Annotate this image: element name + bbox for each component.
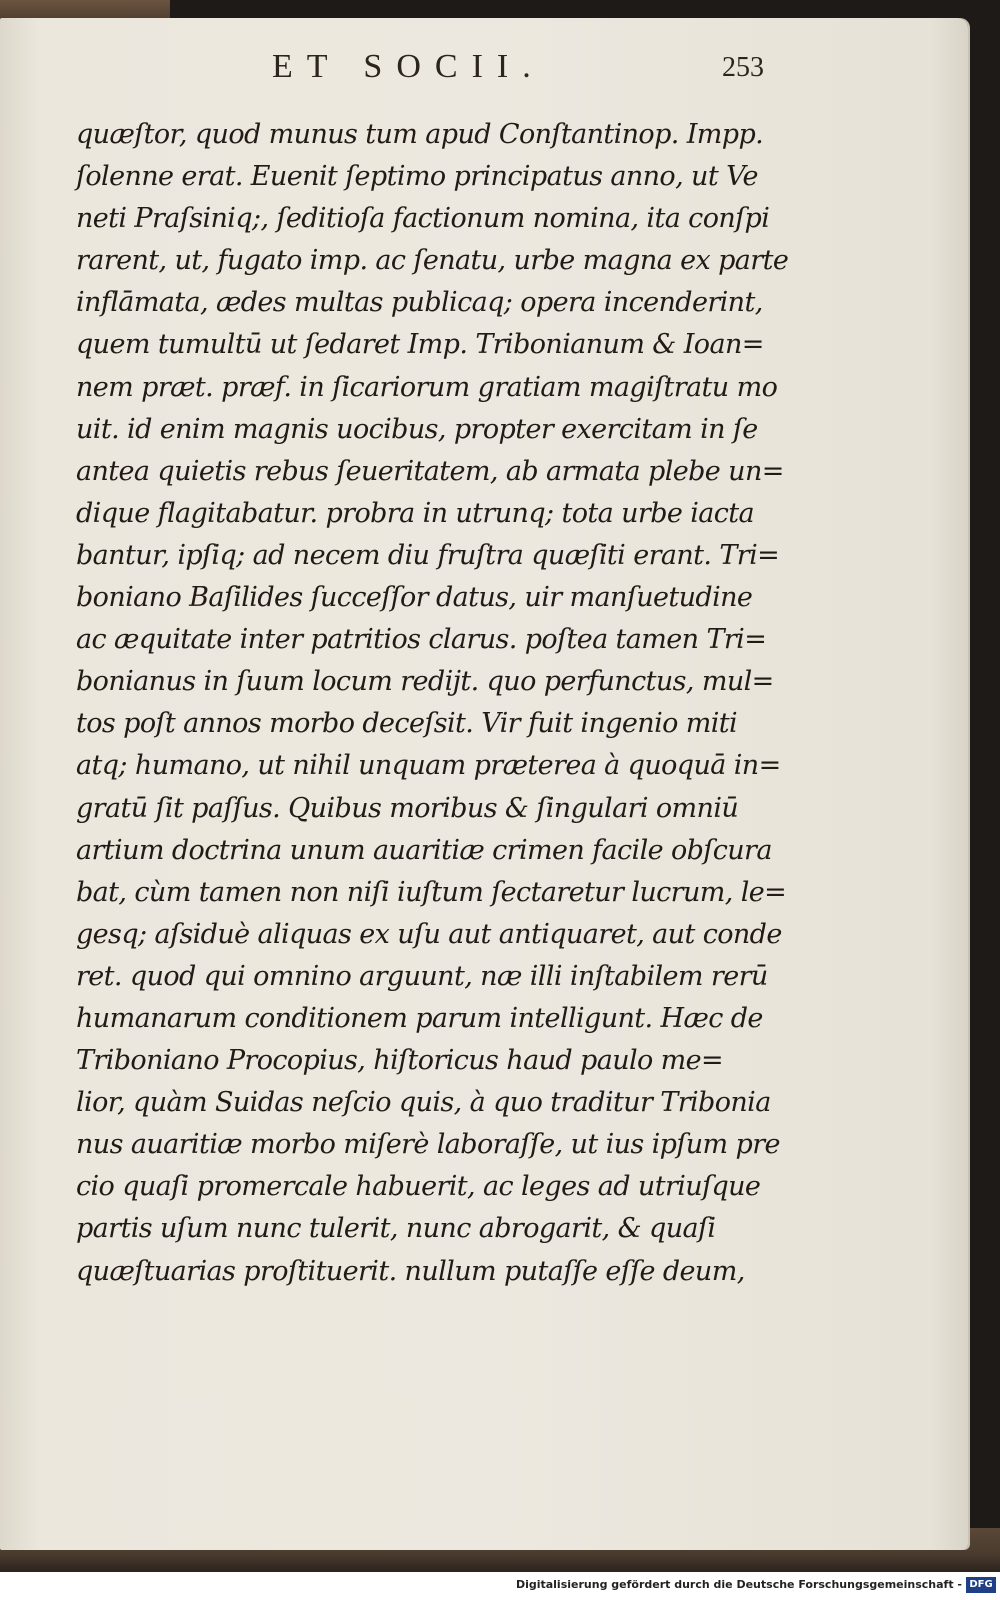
text-line: quem tumultū ut ſedaret Imp. Tribonianum & Ioan= bbox=[76, 329, 764, 361]
text-line: bonianus in ſuum locum rediјt. quo perfunctus, mul= bbox=[76, 666, 774, 698]
funding-credit: Digitalisierung gefördert durch die Deutsche Forschungsgemeinschaft - bbox=[515, 1578, 962, 1591]
text-line: gesq; aſsiduè aliquas ex uſu aut antiquaret, aut conde bbox=[76, 918, 782, 950]
text-line: quæſtuarias proſtituerit. nullum putaſſe eſſe deum, bbox=[76, 1255, 745, 1287]
digitization-footer bbox=[0, 1572, 1000, 1600]
text-line: bat, cùm tamen non niſi iuſtum ſectaretur lucrum, le= bbox=[76, 876, 787, 908]
text-line: artium doctrina unum auaritiæ crimen facile obſcura bbox=[76, 834, 772, 866]
text-line: bantur, ipſiq; ad necem diu fruſtra quæſiti erant. Tri= bbox=[76, 539, 780, 571]
text-line: gratū ſit paſſus. Quibus moribus & ſingulari omniū bbox=[76, 792, 739, 824]
running-head bbox=[0, 48, 968, 98]
text-line: partis uſum nunc tulerit, nunc abrogarit, & quaſi bbox=[76, 1213, 716, 1245]
text-line: nus auaritiæ morbo miſerè laboraſſe, ut ius ipſum pre bbox=[76, 1129, 780, 1161]
text-line: rarent, ut, fugato imp. ac ſenatu, urbe magna ex parte bbox=[76, 245, 789, 277]
text-line: atq; humano, ut nihil unquam præterea à quoquā in= bbox=[76, 750, 781, 782]
running-head-title: ET SOCII. bbox=[272, 48, 545, 85]
text-line: antea quietis rebus ſeueritatem, ab armata plebe un= bbox=[76, 455, 784, 487]
text-line: humanarum conditionem parum intelligunt. Hæc de bbox=[76, 1002, 763, 1034]
text-line: dique flagitabatur. probra in utrunq; tota urbe iacta bbox=[76, 497, 755, 529]
book-page bbox=[0, 18, 968, 1550]
text-line: nem præt. præf. in ſicariorum gratiam magiſtratu mo bbox=[76, 371, 778, 403]
text-line: boniano Baſilides ſucceſſor datus, uir manſuetudine bbox=[76, 582, 753, 614]
text-line: uit. id enim magnis uocibus, propter exercitam in ſe bbox=[76, 413, 758, 445]
text-line: ac æquitate inter patritios clarus. poſtea tamen Tri= bbox=[76, 624, 767, 656]
text-line: cio quaſi promercale habuerit, ac leges ad utriuſque bbox=[76, 1171, 761, 1203]
page-number: 253 bbox=[722, 52, 764, 83]
dfg-logo: DFG bbox=[966, 1577, 996, 1593]
text-line: ſolenne erat. Euenit ſeptimo principatus anno, ut Ve bbox=[76, 161, 758, 193]
text-line: Triboniano Procopius, hiſtoricus haud paulo me= bbox=[76, 1045, 724, 1077]
text-line: inflāmata, ædes multas publicaq; opera incenderint, bbox=[76, 287, 763, 319]
text-line: quæſtor, quod munus tum apud Conſtantinop. Impp. bbox=[76, 119, 764, 150]
text-line: neti Praſsiniq;, ſeditioſa factionum nomina, ita conſpi bbox=[76, 203, 770, 235]
body-text bbox=[76, 114, 796, 1293]
text-line: ret. quod qui omnino arguunt, næ illi inſtabilem rerū bbox=[76, 960, 768, 992]
text-line: tos poſt annos morbo deceſsit. Vir fuit ingenio miti bbox=[76, 708, 738, 740]
text-line: lior, quàm Suidas neſcio quis, à quo traditur Tribonia bbox=[76, 1087, 771, 1119]
